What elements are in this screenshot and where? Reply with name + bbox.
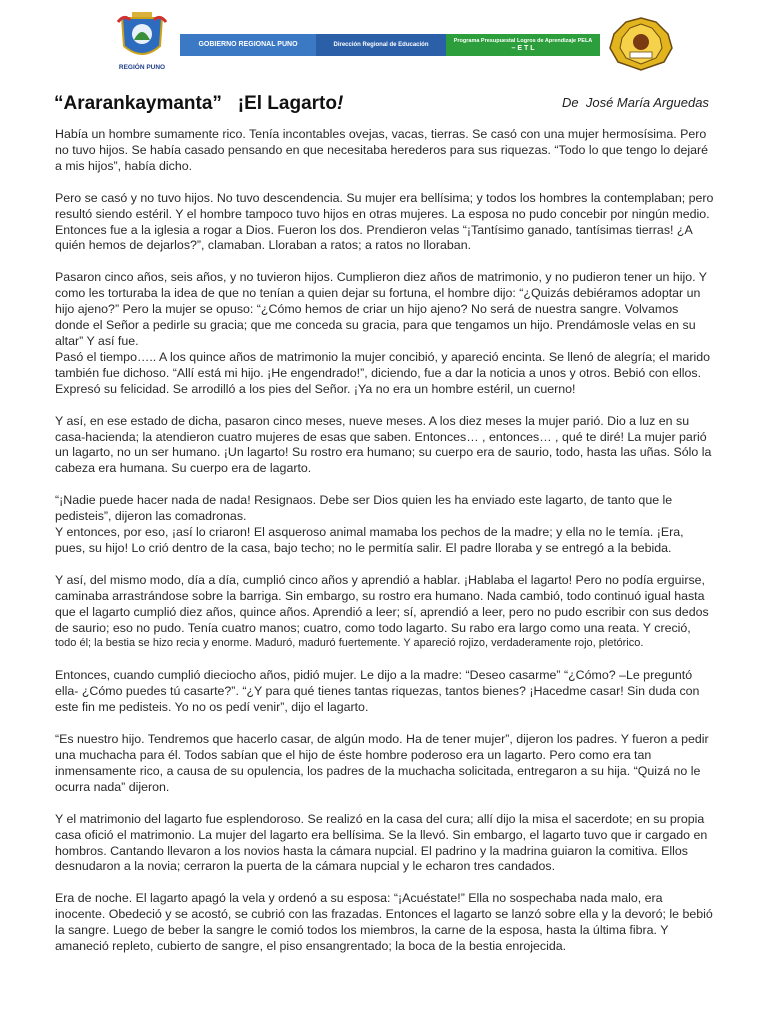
- paragraph-2: Pero se casó y no tuvo hijos. No tuvo descendencia. Su mujer era bellísima; y todos los hombres la contemplaban; pero resultó siendo estéril. Y el hombre tampoco tuvo hijos en otras mujeres. La esposa no pudo concebir por ningún medio. Entonces fue a la iglesia a rogar a Dios. Fueron los dos. Prendieron velas “¡Tantísimo ganado, tantísimas tierras! ¿A quién hemos de dejarlos?”, clamaban. Lloraban a ratos; a ratos no lloraban.: [55, 190, 714, 253]
- paragraph-1: Había un hombre sumamente rico. Tenía incontables ovejas, vacas, tierras. Se casó con una mujer hermosísima. Pero no tuvo hijos. Se había casado pensando en que necesitaba herederos para sus riquezas. “Todo lo que tengo lo dejaré a mis hijos”, había dicho.: [55, 127, 709, 173]
- paragraph-8: Y así, del mismo modo, día a día, cumplió cinco años y aprendió a hablar. ¡Hablaba el lagarto! Pero no podía erguirse, caminaba arrastrándose sobre la barriga. Sin embargo, su rostro era humano. Nada cambió, todo continuó igual hasta que el lagarto cumplió diez años, quince años. Aprendió a leer; sí, aprendió a leer, pero no pudo escribir con sus dedos de saurio; eso no pudo. Tenía cuatro manos; cuatro, como todo lagarto. Su rabo era largo como una reata. Y creció,: [55, 572, 709, 635]
- story-title-exclamation: !: [336, 93, 344, 114]
- gobierno-regional-banner: GOBIERNO REGIONAL PUNO: [180, 34, 316, 56]
- paragraph-4: Pasó el tiempo….. A los quince años de matrimonio la mujer concibió, y apareció encinta. Se llenó de alegría; el marido también fue dichoso. “Allí está mi hijo. ¡He engendrado!”, diciendo, fue a dar la noticia a unos y otros. Bebió con ellos. Expresó su felicidad. Se arrodilló a los pies del Señor. ¡Ya no era un hombre estéril, un cuerno!: [55, 349, 710, 396]
- paragraph-9: Entonces, cuando cumplió dieciocho años, pidió mujer. Le dijo a la madre: “Deseo casarme” “¿Cómo? –Le preguntó ella- ¿Cómo puedes tú casarte?”. “¿Y para qué tienes tantas riquezas, tantos bienes? ¡Hacedme casar! Sin duda con este fin me pedisteis. Yo no os pedí venir”, dijo el lagarto.: [55, 668, 700, 715]
- programa-pela-banner: [446, 34, 600, 56]
- author-line: De José María Arguedas: [562, 95, 709, 110]
- ciudadania-emblem-icon: [606, 16, 676, 72]
- story-title: [54, 93, 343, 115]
- region-crest-icon: [114, 12, 170, 62]
- story-body: [55, 127, 740, 971]
- paragraph-10: “Es nuestro hijo. Tendremos que hacerlo casar, de algún modo. Ha de tener mujer”, dijeron los padres. Y fueron a pedir una muchacha para él. Todos sabían que el hijo de éste hombre poderoso era un lagarto. Pero como era tan inmensamente rico, a causa de su opulencia, los padres de la muchacha solicitada, entregaron a su hija. “Quizá no le ocurra nada” dijeron.: [55, 732, 709, 794]
- paragraph-11: Y el matrimonio del lagarto fue esplendoroso. Se realizó en la casa del cura; allí dijo la misa el sacerdote; en su propia casa ofició el matrimonio. La mujer del lagarto era bellísima. Se la llevó. Sin embargo, el lagarto tuvo que ir cargado en hombros. Cantando llevaron a los novios hasta la cámara nupcial. El padrino y la madrina guiaron la comitiva. Ellos desnudaron a la novia; cerraron la puerta de la cámara nupcial y le echaron tres candados.: [55, 811, 708, 874]
- programa-pela-text: Programa Presupuestal Logros de Aprendizaje PELA: [453, 38, 593, 44]
- paragraph-5: Y así, en ese estado de dicha, pasaron cinco meses, nueve meses. A los diez meses la mujer parió. Dio a luz en su casa-hacienda; la atendieron cuatro mujeres de esas que saben. Entonces… , entonces… , qué te diré! La mujer parió un lagarto, no un ser humano. ¡Un lagarto! Su rostro era humano; su cuerpo era de saurio, todo, hasta las uñas. Sólo la cabeza era humana. Su cuerpo era de lagarto.: [55, 413, 712, 476]
- region-puno-logo: [110, 12, 174, 74]
- paragraph-7: Y entonces, por eso, ¡así lo criaron! El asqueroso animal mamaba los pechos de la madre; y ella no le temía. ¡Era, pues, su hijo! Lo crió dentro de la casa, bajo techo; no le permitía salir. El padre lloraba y se entregó a la bebida.: [55, 525, 684, 555]
- paragraph-12: Era de noche. El lagarto apagó la vela y ordenó a su esposa: “¡Acuéstate!” Ella no sospechaba nada malo, era inocente. Obedeció y se acostó, se cubrió con las frazadas. Entonces el lagarto se lanzó sobre ella y la devoró; le bebió la sangre. Luego de beber la sangre le comió todos los miembros, la carne de la esposa, hasta la última fibra. Y amaneció repleto, cubierto de sangre, el piso ensangrentado; la boca de la bestia enrojecida.: [55, 891, 713, 954]
- etl-text: – E T L: [511, 45, 535, 52]
- paragraph-3: Pasaron cinco años, seis años, y no tuvieron hijos. Cumplieron diez años de matrimonio, y no pudieron tener un hijo. Y como les torturaba la idea de que no tenían a quien dejar su fortuna, el hombre dijo: “¿Quizás debiéramos adoptar un hijo ajeno?” Pero la mujer se opuso: “¿Cómo hemos de criar un hijo ajeno? No será de nuestra sangre. Volvamos donde el Señor a pedirle su gracia; que me conceda su gracia, para que tengamos un hijo. Prendámosle velas en su altar” Y así fue.: [55, 270, 708, 348]
- paragraph-6: “¡Nadie puede hacer nada de nada! Resignaos. Debe ser Dios quien les ha enviado este lagarto, de tanto que le pedisteis”, dijeron las comadronas.: [55, 493, 673, 524]
- region-caption: REGIÓN PUNO: [118, 64, 166, 71]
- direccion-regional-banner: Dirección Regional de Educación: [316, 34, 446, 56]
- document-header: [110, 12, 690, 74]
- construyendo-ciudadania-logo: [606, 16, 676, 72]
- story-title-text: “Ararankaymanta” ¡El Lagarto: [54, 93, 337, 114]
- paragraph-8-continuation: todo él; la bestia se hizo recia y enorme. Maduró, maduró fuertemente. Y apareció rojizo, verdaderamente rojo, pletórico.: [55, 637, 644, 650]
